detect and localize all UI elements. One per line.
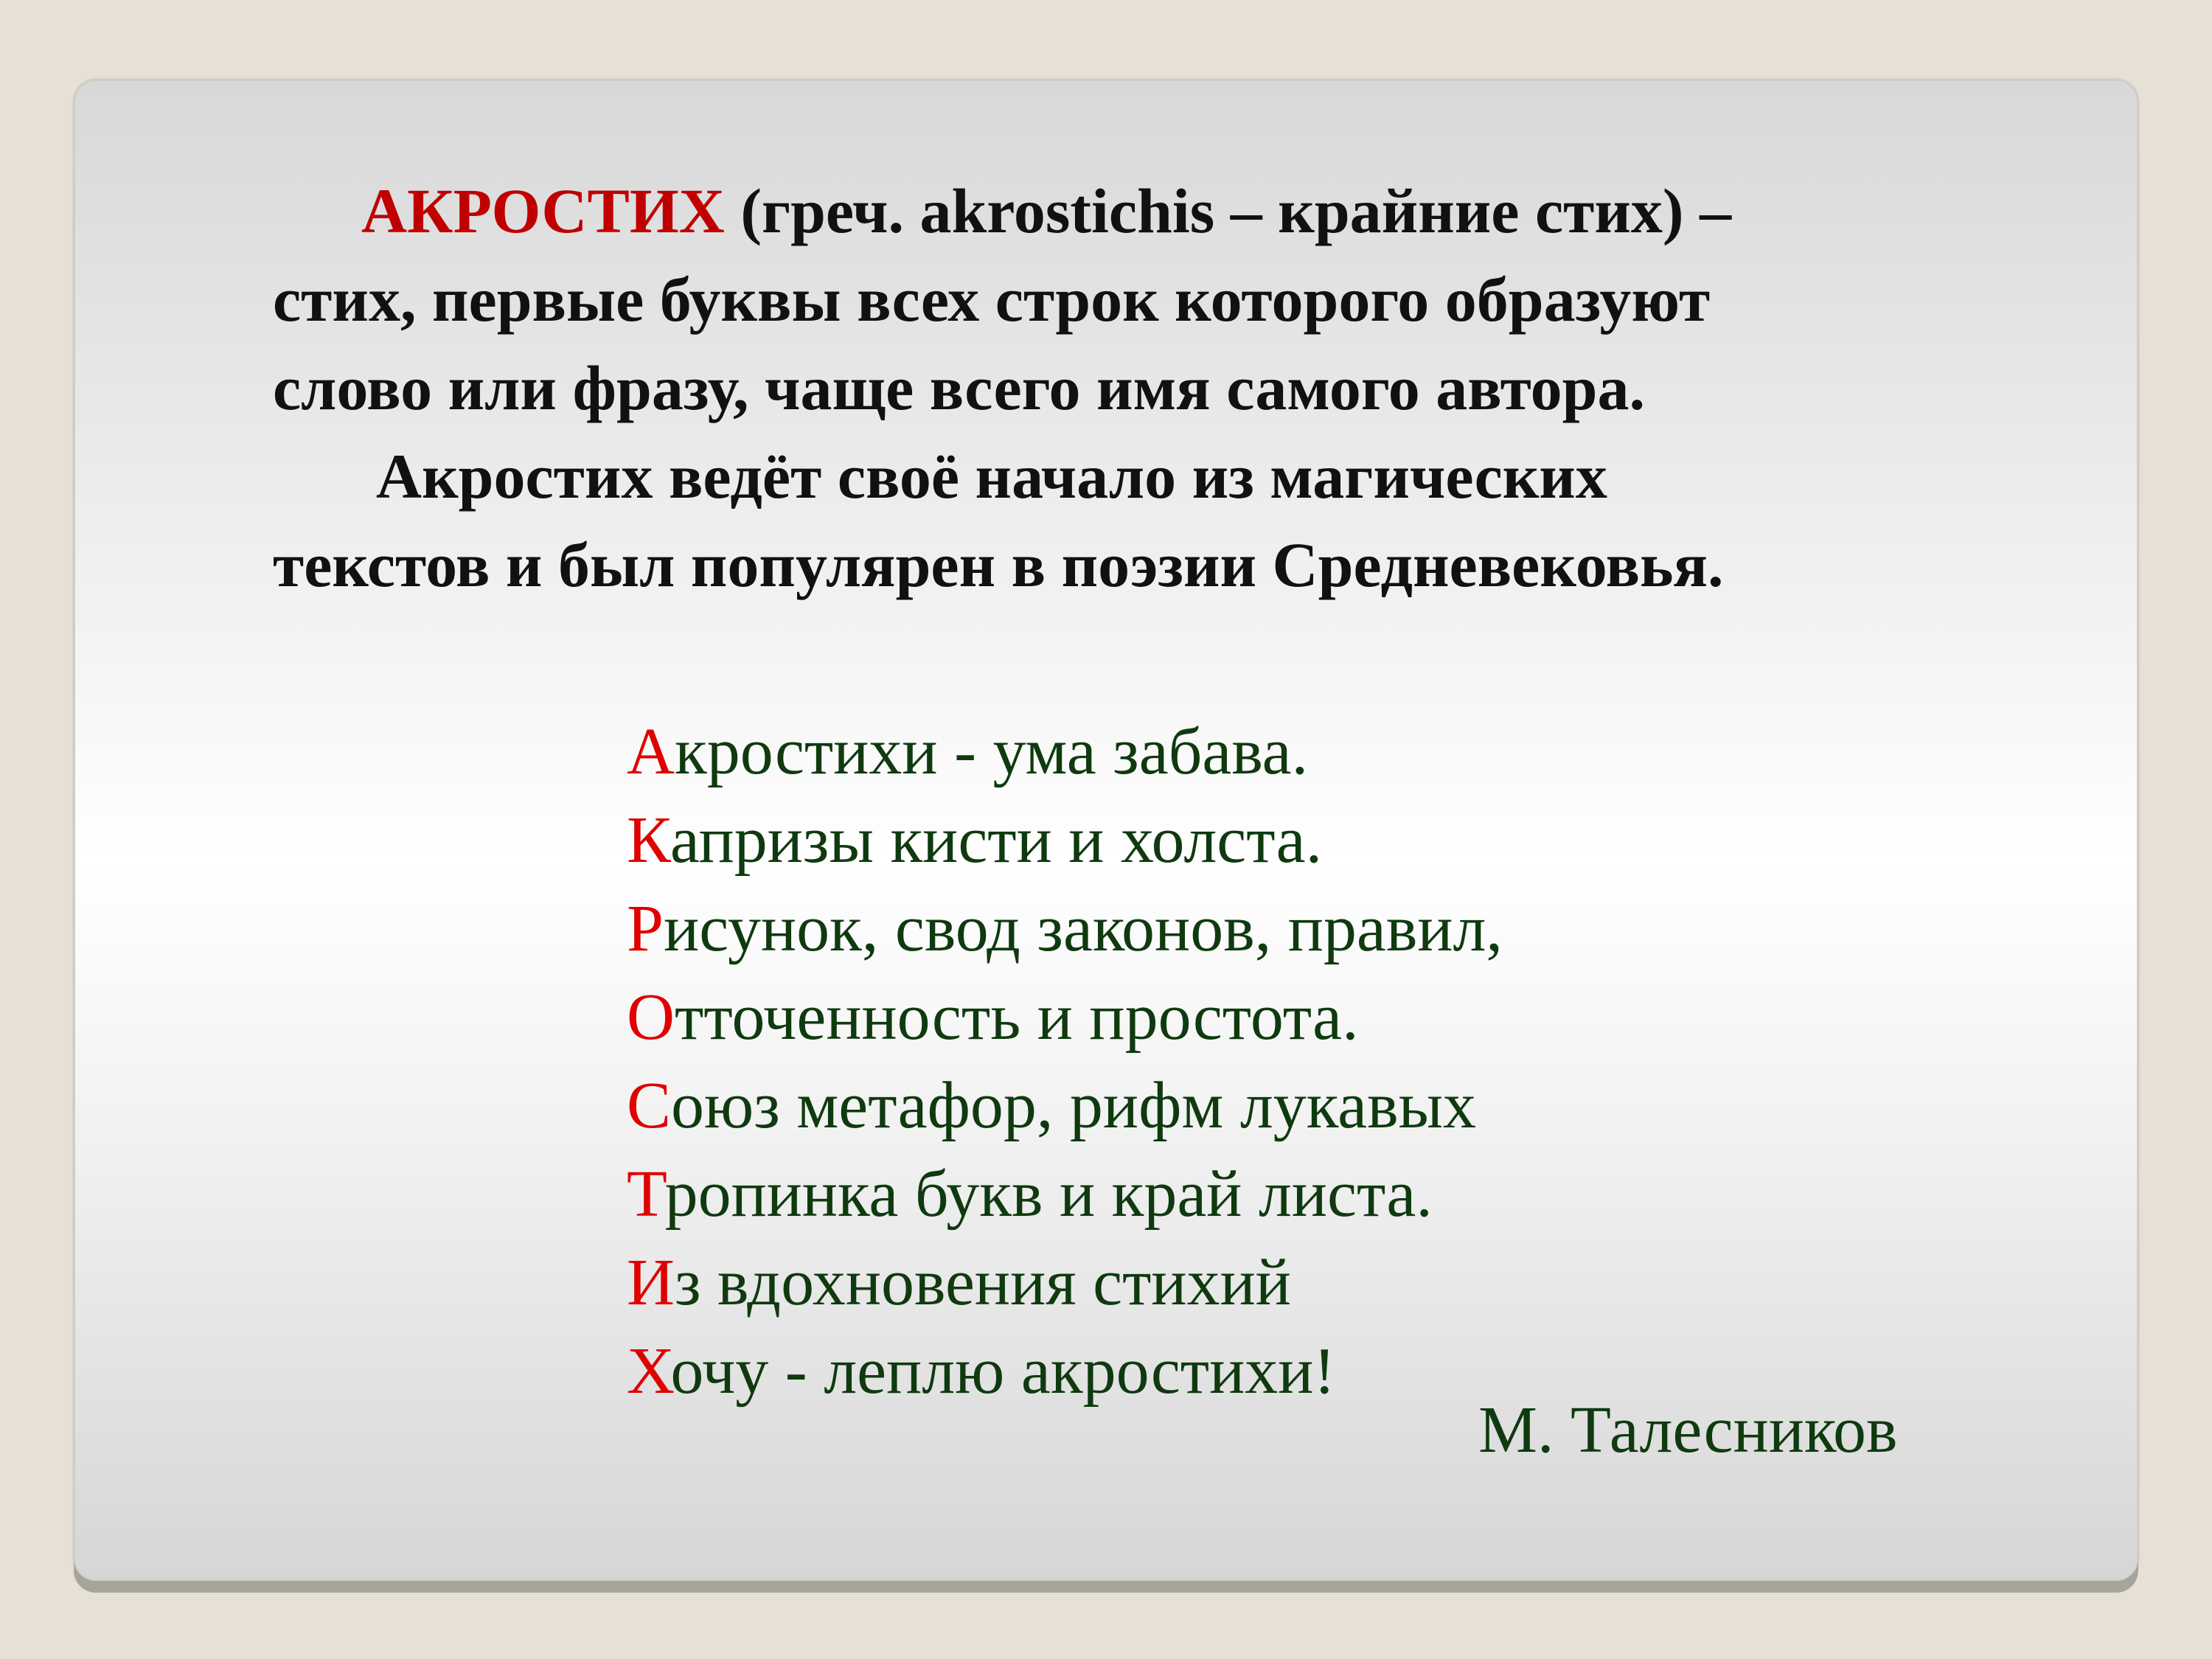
definition-line-2: стих, первые буквы всех строк которого образуют	[273, 264, 1711, 335]
poem-line	[627, 885, 1503, 973]
acrostic-letter: И	[627, 1246, 675, 1319]
poem-line	[627, 1062, 1503, 1150]
acrostic-poem	[627, 708, 1503, 1416]
acrostic-letter: С	[627, 1069, 672, 1142]
poem-line-text: кростихи - ума забава.	[675, 715, 1309, 788]
definition-paragraph	[273, 167, 1991, 609]
poem-line-text: з вдохновения стихий	[675, 1246, 1291, 1319]
definition-line-3: слово или фразу, чаще всего имя самого автора.	[273, 352, 1646, 423]
poem-line	[627, 1239, 1503, 1327]
poem-line-text: очу - леплю акростихи!	[670, 1335, 1336, 1408]
poem-author: М. Талесников	[1478, 1394, 1898, 1467]
poem-line-text: ропинка букв и край листа.	[664, 1158, 1433, 1231]
term-etymology: (греч. akrostichis – крайние стих) –	[724, 175, 1732, 246]
definition-line-4: Акростих ведёт своё начало из магических	[376, 441, 1607, 512]
poem-line	[627, 1327, 1503, 1416]
poem-line-text: тточенность и простота.	[675, 981, 1359, 1054]
poem-line-text: апризы кисти и холста.	[669, 804, 1323, 877]
acrostic-letter: Х	[627, 1335, 671, 1408]
acrostic-letter: Р	[627, 892, 664, 965]
definition-line-5: текстов и был популярен в поэзии Средневековья.	[273, 529, 1724, 600]
poem-line-text: оюз метафор, рифм лукавых	[671, 1069, 1477, 1142]
poem-line	[627, 973, 1503, 1062]
acrostic-letter: К	[627, 804, 670, 877]
acrostic-letter: О	[627, 981, 675, 1054]
definition-line-1	[273, 167, 1991, 255]
poem-line	[627, 796, 1503, 885]
acrostic-letter: Т	[627, 1158, 665, 1231]
term-akrostikh: АКРОСТИХ	[361, 175, 725, 246]
poem-line-text: исунок, свод законов, правил,	[664, 892, 1503, 965]
acrostic-letter: А	[627, 715, 675, 788]
poem-line	[627, 1150, 1503, 1239]
poem-line	[627, 708, 1503, 796]
